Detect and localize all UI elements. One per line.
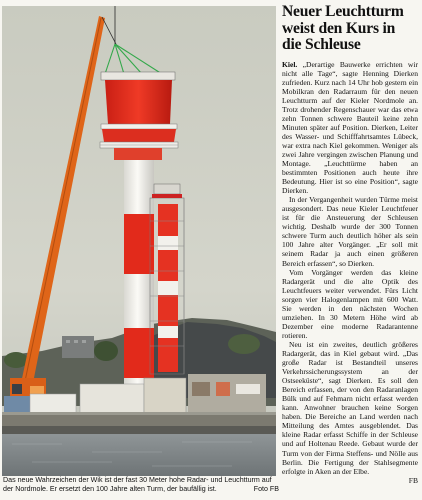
distant-building	[62, 336, 94, 358]
base-building	[80, 384, 144, 414]
article-paragraph: Neu ist ein zweites, deutlich größeres Radargerät, das in Kiel gebaut wird. „Das große Radar ist Bestandteil unseres Verkehrssicherungssystem an der Ostseeküste“, sagt Dierken. Es soll den Bereich erfassen, der von den Radaranlagen Bülk und auf Fehmarn nicht erfasst werden kann. Anwohner brauchen keine Sorgen haben. Die Bereiche an Land werden nach Mitteilung des Amtes ausgeblendet. Das kleine Radar erfasst Schiffe in der Schleuse und auf Holtenau Reede. Gebaut wurde der Turm von der Firma Steffens- und Nölle aus Berlin. Die Fertigung der Stahlsegmente erfolgte in Aken an der Elbe.	[282, 339, 418, 476]
article	[282, 4, 418, 485]
paragraph-text: „Derartige Bauwerke errichten wir nicht alle Tage“, sagte Henning Dierken zufrieden. Kurz nach 14 Uhr hob gestern ein Mobilkran den Radarraum für den neuen Leuchtturm auf der Kieler Nordmole an. Trotz drohender Regenschauer war das etwa zehn Tonnen schwere Bauteil keine zehn Minuten später auf Position. Dierken, Leiter des Wasser- und Schifffahrtsamtes Lübeck, war extra nach Kiel gekommen. Weniger als zwei Jahre vergingen zwischen Planung und Montage. „Leuchttürme haben an bestimmten Positionen auch heute ihre Bedeutung. Hier ist so eine Position“, sagte Dierken.	[282, 59, 418, 196]
headline: Neuer Leuchtturm weist den Kurs in die Schleuse	[282, 3, 404, 53]
author-initials: FB	[408, 475, 418, 485]
article-paragraph: Vom Vorgänger werden das kleine Radargerät und die alte Optik des Leuchtfeuers weiter verwendet. Fürs Licht sorgen vier Halogenlampen mit 600 Watt. Sie werden in den nächsten Wochen umziehen. In 30 Metern Höhe wird ab Dezember eine moderne Radarantenne rotieren.	[282, 267, 418, 340]
photo-credit: Foto FB	[253, 485, 279, 494]
pier	[2, 414, 276, 428]
article-paragraph: In der Vergangenheit wurden Türme meist ausgesondert. Das neue Kieler Leuchtfeuer ist für die Ansteuerung der Schleusen wichtig. Deshalb wurde der 300 Tonnen schwere Turm auch deutlich höher als sein 100 Jahre alter Vorgänger. „Er soll mit seinem Radar ja auch einen größeren Bereich erfassen“, so Dierken.	[282, 195, 418, 268]
tree	[94, 341, 118, 361]
lighthouse-photo	[2, 6, 276, 476]
tower-red-band	[124, 328, 154, 378]
caption-text: Das neue Wahrzeichen der Wik ist der fast 30 Meter hohe Radar- und Leuchtturm auf der Nordmole. Er ersetzt den 100 Jahre alten Turm, der baufällig ist.	[3, 476, 272, 494]
dateline: Kiel.	[282, 59, 298, 69]
water	[2, 434, 276, 476]
article-paragraph	[282, 60, 418, 196]
tower-red-band	[124, 214, 154, 274]
photo-caption	[3, 476, 279, 494]
radar-room-railing	[101, 72, 175, 80]
article-body	[282, 60, 418, 485]
radar-room	[105, 80, 172, 124]
